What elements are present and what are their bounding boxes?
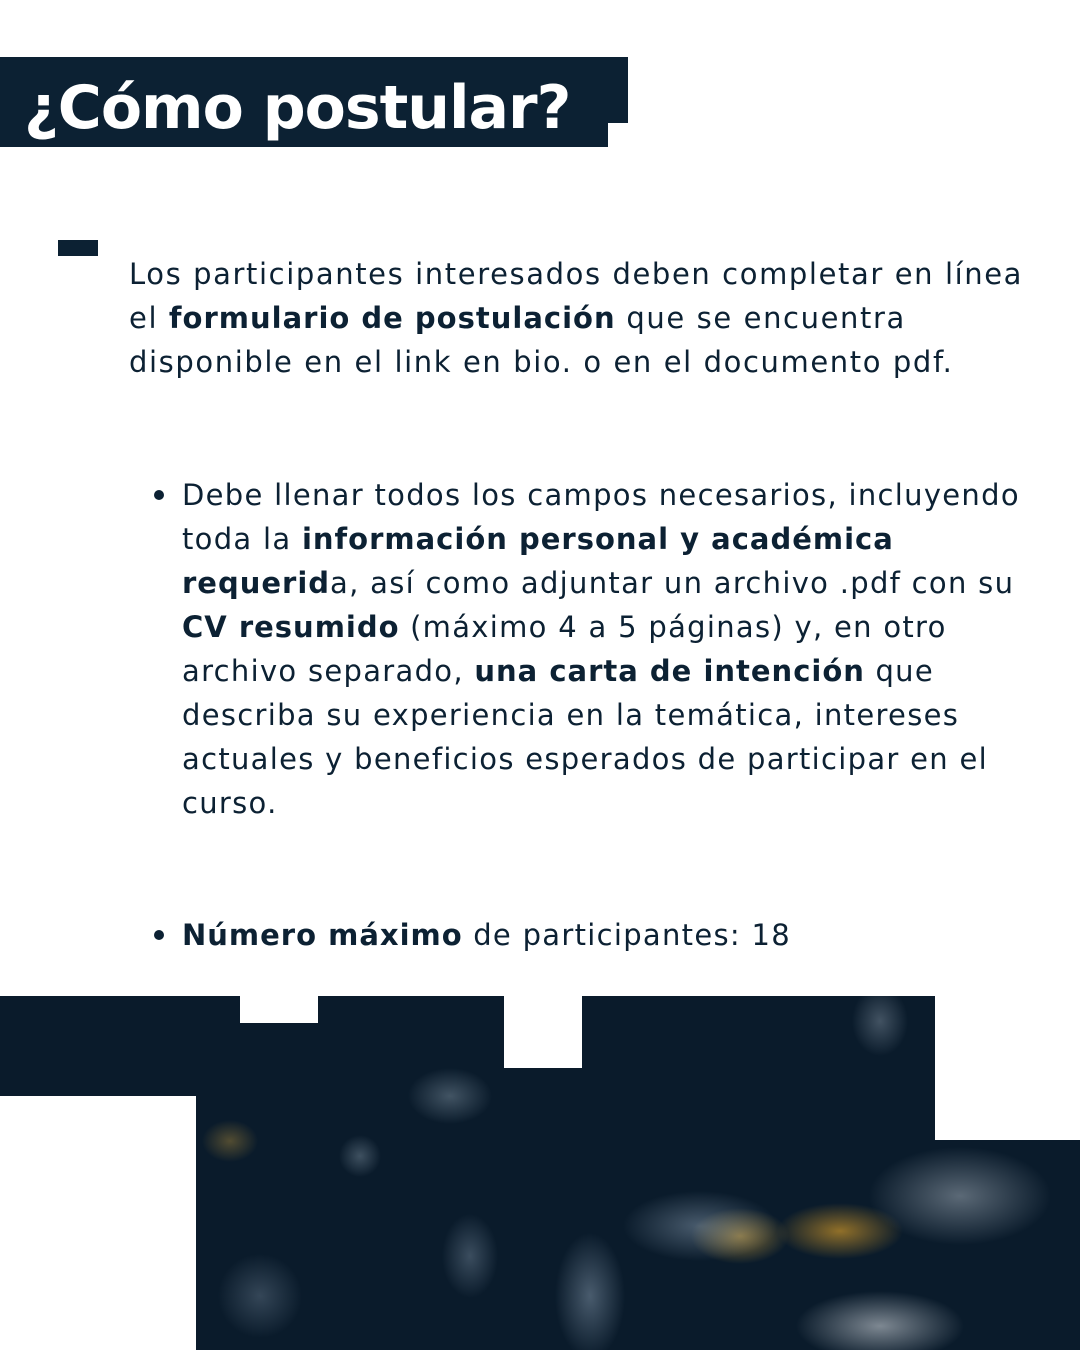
intro-text-2: que se encuentra disponible en el link en bio. o en el documento pdf. xyxy=(129,301,954,379)
bullet1-text-4: que describa su experiencia en la temática, intereses actuales y beneficios esperados de participar en el curso. xyxy=(182,654,988,820)
bullet1-text-1: Debe llenar todos los campos necesarios, incluyendo toda la xyxy=(182,478,1020,556)
bullet-requirements xyxy=(182,473,1042,825)
photo-cutout xyxy=(504,996,582,1068)
intro-bold-1: formulario de postulación xyxy=(168,301,616,335)
photo-cutout xyxy=(240,996,318,1023)
bullet2-bold-1: Número máximo xyxy=(182,918,463,952)
bullet2-text-1: de participantes: 18 xyxy=(462,918,791,952)
bullet1-bold-1: información personal y académica requerid xyxy=(182,522,894,600)
intro-text-1: Los participantes interesados deben completar en línea el xyxy=(129,257,1024,335)
page-title: ¿Cómo postular? xyxy=(24,73,571,143)
intro-paragraph xyxy=(129,252,1029,384)
decorative-dash xyxy=(58,240,98,256)
bullet1-text-2: a, así como adjuntar un archivo .pdf con su xyxy=(330,566,1015,600)
bullet1-bold-3: una carta de intención xyxy=(474,654,865,688)
bullet1-text-3: (máximo 4 a 5 páginas) y, en otro archivo separado, xyxy=(182,610,947,688)
plankton-photo xyxy=(0,996,1080,1350)
photo-cutout xyxy=(935,996,1080,1140)
bullet-max-participants xyxy=(182,913,1042,957)
photo-cutout xyxy=(0,1096,196,1350)
bullet1-bold-2: CV resumido xyxy=(182,610,400,644)
